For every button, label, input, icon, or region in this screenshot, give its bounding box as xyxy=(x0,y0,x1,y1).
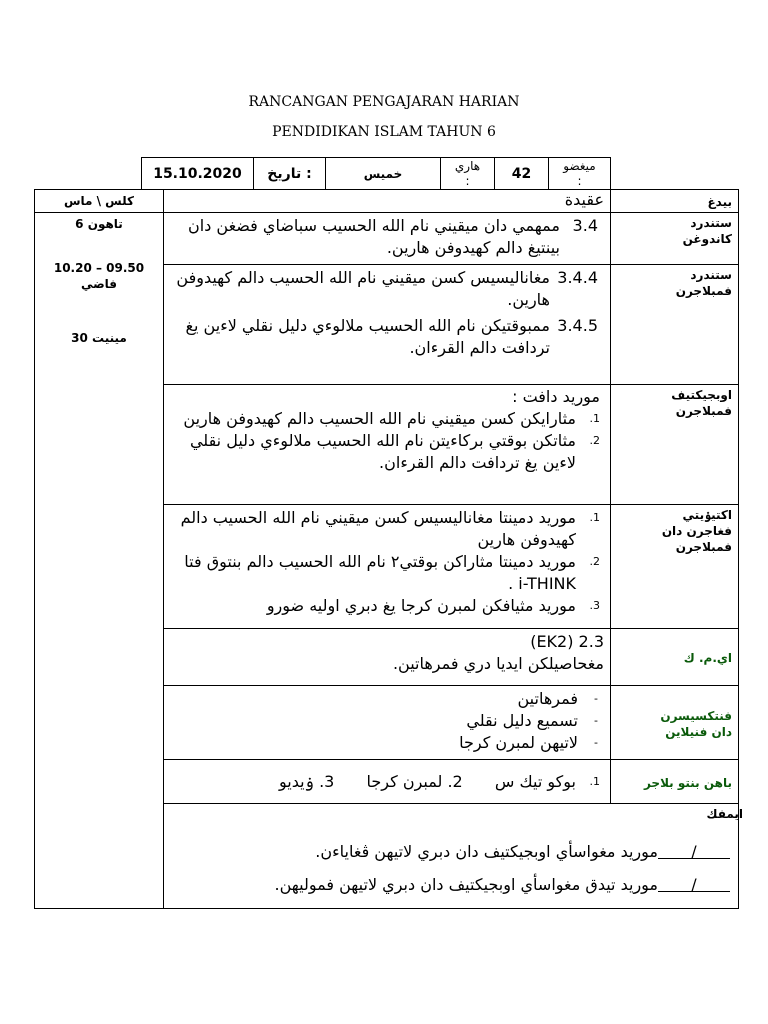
activity-item-2-text: موريد دمينتا مثاراكن بوقتي٢ نام الله الحسيب دالم بنتوق فتا i-THINK . xyxy=(184,552,576,593)
objectives-label-line1: اوبجيكتيف xyxy=(671,388,732,402)
materials-label: باهن بنتو بلاجر xyxy=(611,760,739,804)
objective-item-1 xyxy=(170,408,604,430)
material-item-3-text: ۏيديو xyxy=(279,771,314,791)
objectives-content xyxy=(164,385,611,505)
document-subtitle: PENDIDIKAN ISLAM TAHUN 6 xyxy=(272,124,496,140)
day-label-line2: : xyxy=(465,173,470,188)
sp-item-2 xyxy=(170,315,604,359)
strategy-label-line1: فنتكسيسرن xyxy=(660,708,732,723)
strategy-item-1 xyxy=(170,688,604,710)
material-item-1-text: بوكو تيك س xyxy=(494,771,576,791)
objective-item-2 xyxy=(170,430,604,474)
activity-item-1-text: موريد دمينتا مغاناليسيس كسن ميقيني نام الله الحسيب دالم كهيدوفن هارين xyxy=(180,508,576,549)
row-standard-content xyxy=(35,213,739,265)
material-item-3 xyxy=(279,772,334,791)
objective-item-1-num: 1. xyxy=(589,412,600,425)
week-label-line2: : xyxy=(577,173,582,188)
reflection-content xyxy=(164,804,739,909)
reflection-line-2 xyxy=(164,875,738,894)
activity-item-2 xyxy=(170,551,604,595)
reflection-line-2-text: موريد تيدق مغواسأي اوبجيكتيف دان دبري لاتيهن فموليهن. xyxy=(274,875,658,894)
objective-item-2-text: مثاتكن بوقتي برکاءيتن نام الله الحسيب ملالوءي دليل نقلي لاءين يغ تردافت دالم القرءان. xyxy=(189,431,576,472)
place-value: فاضي xyxy=(80,277,118,291)
sp-label-line1: ستندرد xyxy=(690,268,732,282)
strategy-item-3 xyxy=(170,732,604,754)
sk-text: ممهمي دان ميقيني نام الله الحسيب سباضاي فضغن دان بينتيغ دالم كهيدوفن هارين. xyxy=(188,216,560,257)
reflection-blank-1[interactable] xyxy=(658,842,730,859)
activity-item-3-text: موريد مثيافكن لمبرن كرجا يغ دبري اوليه ضورو xyxy=(266,596,576,615)
reflection-blank-2[interactable] xyxy=(658,875,730,892)
activities-label-line3: فمبلاجرن xyxy=(675,540,732,554)
material-item-2 xyxy=(361,772,462,791)
info-row xyxy=(141,157,611,190)
strategy-item-3-text: لاتيهن لمبرن كرجا xyxy=(459,733,578,752)
date-value: 15.10.2020 xyxy=(142,158,254,190)
bidang-label: بيدغ xyxy=(611,190,739,213)
material-item-2-num: 2. xyxy=(447,771,463,791)
row-reflection: /موريد مغواسأي اوبجيكتيف دان دبري لاتيهن ڤغاياءن. /موريد تيدق مغواسأي اوبجيكتيف دان دبري لاتيهن فموليهن. ايمفك xyxy=(35,804,739,909)
emk-line2: مغحاصيلكن ايديا دري فمرهاتين. xyxy=(392,654,604,673)
sk-label-line1: ستندرد xyxy=(690,216,732,230)
emk-line1: 2.3 (EK2) xyxy=(530,632,604,651)
objective-item-2-num: 2. xyxy=(589,434,600,447)
reflection-line-1 xyxy=(164,842,738,861)
sp-label-line2: فمبلاجرن xyxy=(675,284,732,298)
week-value: 42 xyxy=(495,158,549,190)
day-label-line1: هاري xyxy=(454,158,481,173)
strategy-content xyxy=(164,686,611,760)
day-value: خميس xyxy=(326,158,441,190)
reflection-line-1-text: موريد مغواسأي اوبجيكتيف دان دبري لاتيهن ڤغاياءن. xyxy=(315,842,658,861)
strategy-item-2-text: تسميع دليل نقلي xyxy=(466,711,578,730)
strategy-label xyxy=(611,686,739,760)
objectives-label-line2: فمبلاجرن xyxy=(675,404,732,418)
material-item-1-num: 1. xyxy=(589,774,600,788)
activity-item-2-num: 2. xyxy=(589,555,600,568)
objectives-label xyxy=(611,385,739,505)
sp-item-1-text: مغاناليسيس كسن ميقيني نام الله الحسيب دالم كهيدوفن هارين. xyxy=(176,268,550,309)
strategy-item-1-mark: - xyxy=(594,692,598,705)
strategy-item-2 xyxy=(170,710,604,732)
material-item-1 xyxy=(495,771,604,793)
activity-item-3 xyxy=(170,595,604,617)
week-label xyxy=(549,158,611,190)
duration-value: 30 مينيت xyxy=(71,331,127,345)
sp-item-1-num: 3.4.4 xyxy=(557,268,598,287)
sp-item-1 xyxy=(170,267,604,311)
activities-label xyxy=(611,505,739,629)
activities-label-line2: فغاجرن دان xyxy=(661,524,732,538)
sk-label xyxy=(611,213,739,265)
material-item-3-num: 3. xyxy=(319,771,335,791)
reflection-blank-2-sep: / xyxy=(691,875,697,894)
activities-content xyxy=(164,505,611,629)
row-bidang xyxy=(35,190,739,213)
sp-item-2-num: 3.4.5 xyxy=(557,316,598,335)
activities-label-line1: اکتيۏيتي xyxy=(682,508,732,522)
lesson-plan-table xyxy=(34,189,743,909)
strategy-item-2-mark: - xyxy=(594,714,598,727)
week-label-line1: ميغضو xyxy=(563,158,596,173)
date-label: تاريخ : xyxy=(254,158,326,190)
emk-content xyxy=(164,629,611,686)
document-title: RANCANGAN PENGAJARAN HARIAN xyxy=(248,94,520,110)
activity-item-1-num: 1. xyxy=(589,511,600,524)
materials-content xyxy=(164,760,611,804)
sp-item-2-text: ممبوقتيكن نام الله الحسيب ملالوءي دليل نقلي لاءين يغ تردافت دالم القرءان. xyxy=(185,316,550,357)
sp-content xyxy=(164,265,611,385)
activity-item-3-num: 3. xyxy=(589,599,600,612)
day-label xyxy=(441,158,495,190)
reflection-blank-1-sep: / xyxy=(691,842,697,861)
sk-num: 3.4 xyxy=(572,216,598,235)
emk-label: اي.م. ك xyxy=(611,629,739,686)
sk-label-line2: كاندوغن xyxy=(682,232,732,246)
objective-item-1-text: مثارايكن كسن ميقيني نام الله الحسيب دالم كهيدوفن هارين xyxy=(183,409,576,428)
strategy-item-3-mark: - xyxy=(594,736,598,749)
left-info-cell xyxy=(35,213,164,909)
bidang-content: عقيدة xyxy=(164,190,611,213)
time-value: 10.20 – 09.50 xyxy=(53,261,145,275)
sk-item xyxy=(170,215,604,259)
objectives-intro: موريد دافت : xyxy=(512,387,600,406)
strategy-label-line2: دان فنيلاين xyxy=(665,724,732,739)
class-label: كلس \ ماس xyxy=(35,190,164,213)
material-item-2-text: لمبرن كرجا xyxy=(366,771,443,791)
sp-label xyxy=(611,265,739,385)
sk-content xyxy=(164,213,611,265)
activity-item-1 xyxy=(170,507,604,551)
strategy-item-1-text: فمرهاتين xyxy=(517,689,578,708)
class-value: تاهون 6 xyxy=(75,217,123,231)
